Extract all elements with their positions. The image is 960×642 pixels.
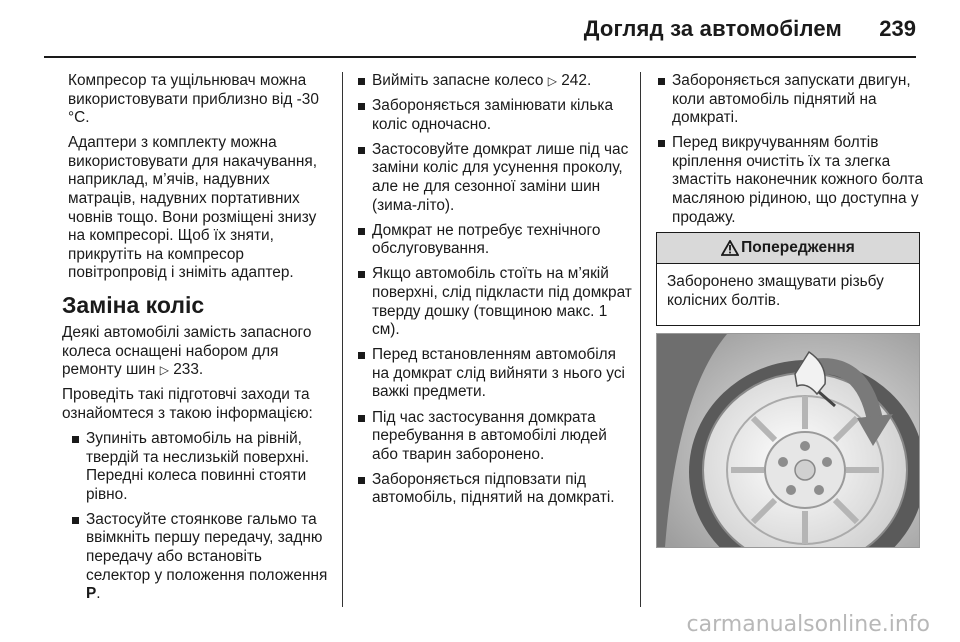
list-item: Перед встановленням автомобіля на домкрат слід вийняти з нього усі важкі предмети. [356, 346, 636, 402]
column-2 [356, 72, 636, 514]
column-divider-2 [640, 72, 641, 607]
wheel-cover-illustration [656, 333, 920, 548]
header-divider [44, 56, 916, 58]
warning-title: Попередження [741, 239, 855, 256]
compressor-paragraph: Компресор та ущільнювач можна використовувати приблизно від -30 °C. [68, 72, 319, 127]
list-item: Якщо автомобіль стоїть на м’якій поверхні, слід підкласти під домкрат тверду дошку (товщиною макс. 1 см). [356, 265, 636, 339]
list-item: Забороняється замінювати кілька коліс одночасно. [356, 97, 636, 134]
warning-text: Заборонено змащувати різьбу колісних болтів. [667, 273, 884, 309]
gear-position-p: P [86, 585, 97, 603]
list-item: Вийміть запасне колесо ▷ 242. [356, 72, 636, 91]
adapters-paragraph: Адаптери з комплекту можна використовувати для накачування, наприклад, м’ячів, надувних матраців, надувних портативних човнів тощо. Вони розміщені знизу на компресорі. Щоб їх зняти, прикрутіть на компресор повітропровід і зніміть адаптер. [68, 134, 318, 282]
list-item: Забороняється запускати двигун, коли автомобіль піднятий на домкраті. [656, 72, 924, 128]
preparation-paragraph: Проведіть такі підготовчі заходи та ознайомтеся з такою інформацією: [62, 386, 313, 422]
list-item: Домкрат не потребує технічного обслуговування. [356, 222, 636, 259]
cross-reference-icon: ▷ [159, 363, 169, 378]
list-item: Перед викручуванням болтів кріплення очистіть їх та злегка змастіть наконечник кожного болта масляною рідиною, що доступна у продажу. [656, 134, 924, 227]
list-item: Забороняється підповзати під автомобіль, піднятий на домкраті. [356, 471, 636, 508]
list-item: Застосовуйте домкрат лише під час заміни коліс для усунення проколу, але не для сезонної заміни шин (зима-літо). [356, 141, 636, 215]
page-title: Догляд за автомобілем [583, 16, 842, 41]
column-1 [62, 72, 330, 610]
cross-reference-link[interactable]: 233 [173, 361, 199, 379]
page-header [0, 0, 960, 56]
cross-reference-icon: ▷ [547, 74, 557, 88]
watermark: carmanualsonline.info [686, 612, 930, 637]
warning-header [657, 233, 919, 264]
list-item: Зупиніть автомобіль на рівній, твердій та неслизькій поверхні. Передні колеса повинні стояти рівно. [70, 430, 330, 504]
column-divider-1 [342, 72, 343, 607]
wheel-cover-removal-image [657, 334, 919, 547]
repair-kit-paragraph: Деякі автомобілі замість запасного колеса оснащені набором для ремонту шин ▷ 233. [62, 324, 312, 379]
list-item: Під час застосування домкрата перебування в автомобілі людей або тварин заборонено. [356, 409, 636, 465]
warning-triangle-icon [721, 240, 739, 256]
warning-box [656, 232, 920, 326]
cross-reference-link[interactable]: 242 [561, 72, 587, 89]
section-title: Заміна коліс [62, 292, 205, 319]
column-3 [656, 72, 924, 234]
list-item: Застосуйте стоянкове гальмо та ввімкніть першу передачу, задню передачу або встановіть селектор у положення положення P. [70, 511, 330, 604]
page-number: 239 [879, 16, 916, 41]
